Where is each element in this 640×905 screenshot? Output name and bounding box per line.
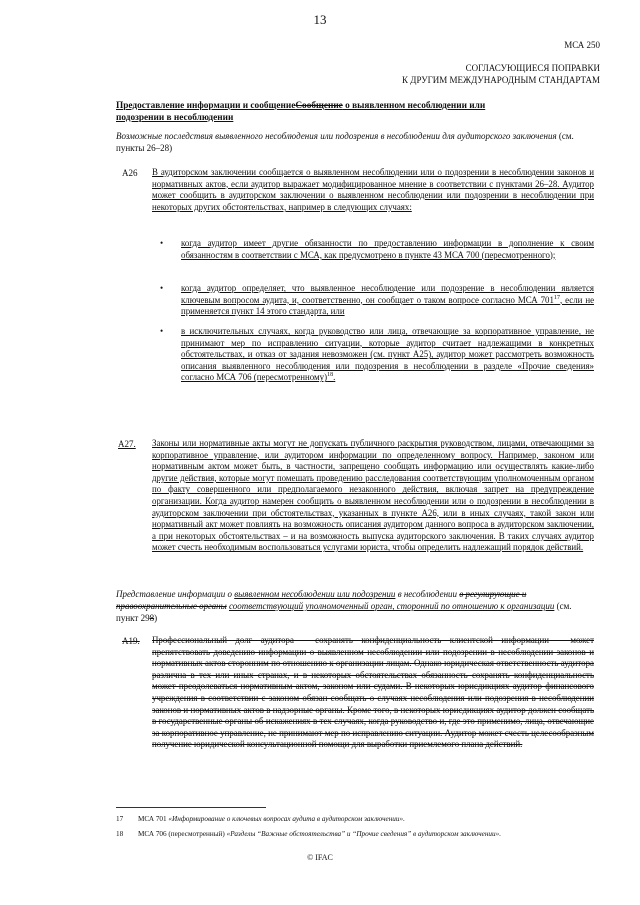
para-a26-bullet-3	[181, 326, 594, 384]
caption-consequences	[116, 130, 596, 154]
caption-reporting-ref-close: )	[154, 613, 158, 623]
page-number: 13	[313, 12, 327, 27]
bullet-3-tail: .	[333, 372, 336, 383]
caption-reporting	[116, 588, 596, 624]
bullet-dot: •	[160, 283, 164, 293]
footnote-18	[138, 829, 594, 839]
footnote-17-title: «Информирование о ключевых вопросах аудита в аудиторском заключении».	[168, 815, 405, 823]
para-label-a26: A26	[122, 168, 138, 178]
footnote-number: 17	[116, 815, 124, 823]
section-heading	[116, 100, 606, 124]
caption-reporting-deleted: в регулирующие и правоохранительные органы	[116, 589, 527, 611]
para-a26-bullet-1: когда аудитор имеет другие обязанности по предоставлению информации в дополнение к своим обязанностям в соответствии с МСА, как предусмотрено в пункте 43 МСА 700 (пересмотренного);	[181, 238, 594, 260]
heading-inserted: Предоставление информации и сообщение	[116, 101, 296, 111]
caption-reporting-ref-deleted: 8	[149, 613, 155, 623]
para-a27: Законы или нормативные акты могут не допускать публичного раскрытия руководством, лицами, отвечающими за корпоративное управление, или аудитором информации по определенному вопросу. Например, законом или нормативным актом может быть, в частности, запрещено сообщать информацию или осуществлять какие-либо другие действия, которые могут помешать проведению расследования соответствующим уполномоченным органом по факту совершенного или предполагаемого незаконного действия, включая запрет на предупреждение организации. Когда аудитор намерен сообщить о выявленном несоблюдении или о подозрении в несоблюдении в аудиторском заключении при обстоятельствах, указанных в пункте A26, или в иных случаях, такой закон или нормативный акт может повлиять на возможность описания аудитором данного вопроса в аудиторском заключении, а при некоторых обстоятельствах – и на возможность выпуска аудиторского заключения. В таких случаях аудитор может счесть необходимым воспользоваться услугами юриста, чтобы определить надлежащий порядок действий.	[152, 438, 594, 553]
page-footer: © IFAC	[307, 853, 333, 862]
caption-consequences-ref: (см. пункты 26–28)	[116, 131, 574, 153]
para-a19-deleted: Профессиональный долг аудитора – сохранять конфиденциальность клиентской информации – может препятствовать доведению информации о выявленном несоблюдении или подозрении в несоблюдении законов и нормативных актов сторонним по отношению к организации лицам. Однако юридическая ответственность аудитора различна в тех или иных странах, и в некоторых обстоятельствах обязанность сохранять конфиденциальность может преодолеваться нормативным актом, законом или судами. В некоторых юрисдикциях аудитор финансового учреждения в соответствии с законом обязан сообщать о случаях несоблюдения или подозрения в несоблюдении законов и нормативных актов в надзорные органы. Кроме того, в некоторых юрисдикциях аудитор должен сообщать в государственные органы об искажениях в тех случаях, когда руководство и, где это применимо, лица, отвечающие за корпоративное управление, не принимают мер по исправлению ситуации. Аудитор может счесть целесообразным получение юридической консультационной помощи для выработки приемлемого плана действий.	[152, 635, 594, 750]
subtitle-line-1: СОГЛАСУЮЩИЕСЯ ПОПРАВКИ	[465, 63, 600, 73]
bullet-dot: •	[160, 238, 164, 248]
caption-reporting-inserted-2: соответствующий уполномоченный орган, сторонний по отношению к организации	[228, 601, 555, 611]
para-label-a27: A27.	[118, 439, 136, 449]
caption-reporting-ref: (см. пункт 29	[116, 601, 572, 623]
footnote-ref-18: 18	[327, 372, 334, 379]
caption-consequences-text: Возможные последствия выявленного несоблюдения или подозрения в несоблюдении для аудиторского заключения	[116, 131, 557, 141]
standard-code: МСА 250	[564, 40, 600, 50]
caption-reporting-inserted-1: выявленном несоблюдении или подозрении	[234, 589, 396, 599]
bullet-3-text: в исключительных случаях, когда руководство или лица, отвечающие за корпоративное управление, не принимают мер по исправлению ситуации, которые аудитор считает надлежащими в конкретных обстоятельствах, и отказ от задания невозможен (см. пункт A25), аудитор может рассмотреть возможность описания выявленного несоблюдения или подозрения в несоблюдении в разделе «Прочие сведения» согласно МСА 706 (пересмотренному)	[181, 326, 594, 383]
caption-reporting-p3: в несоблюдении	[395, 589, 460, 599]
footnote-separator	[116, 807, 266, 808]
footnote-17	[138, 814, 594, 824]
footnote-18-title: «Разделы “Важные обстоятельства” и “Прочие сведения” в аудиторском заключении».	[226, 830, 501, 838]
para-a26-intro: В аудиторском заключении сообщается о выявленном несоблюдении или о подозрении в несоблюдении законов и нормативных актов, если аудитор выражает модифицированное мнение в соответствии с пунктами 26–28. Аудитор может сообщить в аудиторском заключении о выявленном несоблюдении или подозрении в несоблюдении при некоторых других обстоятельствах, например в следующих случаях:	[152, 167, 594, 212]
bullet-2-text: когда аудитор определяет, что выявленное несоблюдение или подозрение в несоблюдении является ключевым вопросом аудита, и, соответственно, он сообщает о таком вопросе согласно МСА 701	[181, 283, 594, 305]
bullet-dot: •	[160, 326, 164, 336]
heading-rest: о выявленном несоблюдении или	[342, 101, 486, 111]
subtitle-line-2: К ДРУГИМ МЕЖДУНАРОДНЫМ СТАНДАРТАМ	[402, 75, 600, 85]
footnote-number: 18	[116, 830, 124, 838]
page-subtitle	[402, 62, 600, 86]
footnote-18-source: МСА 706 (пересмотренный)	[138, 830, 227, 838]
heading-deleted: Сообщение	[295, 101, 343, 111]
para-label-a19-deleted: A19.	[122, 636, 140, 646]
heading-line-2: подозрении в несоблюдении	[116, 113, 234, 123]
footnote-17-source: МСА 701	[138, 815, 169, 823]
para-a26-bullet-2	[181, 283, 594, 318]
caption-reporting-p1: Представление информации о	[116, 589, 235, 599]
bullet-2-tail: , если не применяется пункт 14 этого стандарта, или	[181, 294, 595, 317]
footnote-ref-17: 17	[553, 294, 560, 301]
